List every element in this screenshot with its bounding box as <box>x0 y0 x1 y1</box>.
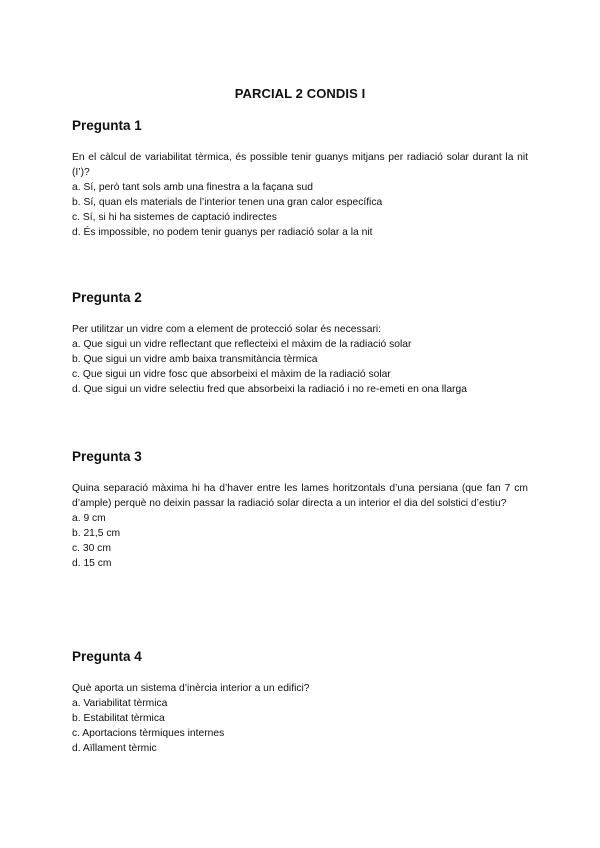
question-heading: Pregunta 3 <box>72 449 142 464</box>
answer-option-b: b. Sí, quan els materials de l’interior tenen una gran calor específica <box>72 197 383 208</box>
answer-option-c: c. Aportacions tèrmiques internes <box>72 728 225 739</box>
answer-options <box>72 337 528 397</box>
question-4 <box>72 648 528 756</box>
question-2 <box>72 289 528 397</box>
question-text: Què aporta un sistema d’inèrcia interior a un edifici? <box>72 683 310 694</box>
answer-option-b: b. 21,5 cm <box>72 528 121 539</box>
question-text: Per utilitzar un vidre com a element de protecció solar és necessari: <box>72 324 382 335</box>
answer-options <box>72 511 528 571</box>
question-heading: Pregunta 4 <box>72 649 142 664</box>
answer-option-d: d. És impossible, no podem tenir guanys per radiació solar a la nit <box>72 227 373 238</box>
page-title: PARCIAL 2 CONDIS I <box>234 86 366 101</box>
answer-option-a: a. Variabilitat tèrmica <box>72 698 168 709</box>
answer-option-c: c. Sí, si hi ha sistemes de captació indirectes <box>72 212 277 223</box>
answer-option-c: c. Que sigui un vidre fosc que absorbeixi el màxim de la radiació solar <box>72 369 391 380</box>
answer-option-b: b. Que sigui un vidre amb baixa transmitància tèrmica <box>72 354 318 365</box>
answer-options <box>72 180 528 240</box>
answer-option-a: a. Que sigui un vidre reflectant que reflecteixi el màxim de la radiació solar <box>72 339 412 350</box>
answer-option-a: a. 9 cm <box>72 513 106 524</box>
question-text: Quina separació màxima hi ha d’haver entre les lames horitzontals d’una persiana (que fan 7 cm d’ample) perquè no deixin passar la radiació solar directa a un interior el dia del solstici d’estiu? <box>72 483 528 509</box>
answer-option-d: d. 15 cm <box>72 558 112 569</box>
question-heading: Pregunta 2 <box>72 290 142 305</box>
answer-option-b: b. Estabilitat tèrmica <box>72 713 165 724</box>
question-1 <box>72 117 528 240</box>
answer-option-d: d. Que sigui un vidre selectiu fred que absorbeixi la radiació i no re-emeti en ona llarga <box>72 384 467 395</box>
question-text: En el càlcul de variabilitat tèrmica, és possible tenir guanys mitjans per radiació solar durant la nit (I’)? <box>72 152 528 178</box>
question-3 <box>72 448 528 571</box>
answer-option-a: a. Sí, però tant sols amb una finestra a la façana sud <box>72 182 313 193</box>
answer-options <box>72 696 528 756</box>
answer-option-d: d. Aïllament tèrmic <box>72 743 157 754</box>
question-heading: Pregunta 1 <box>72 118 142 133</box>
answer-option-c: c. 30 cm <box>72 543 111 554</box>
